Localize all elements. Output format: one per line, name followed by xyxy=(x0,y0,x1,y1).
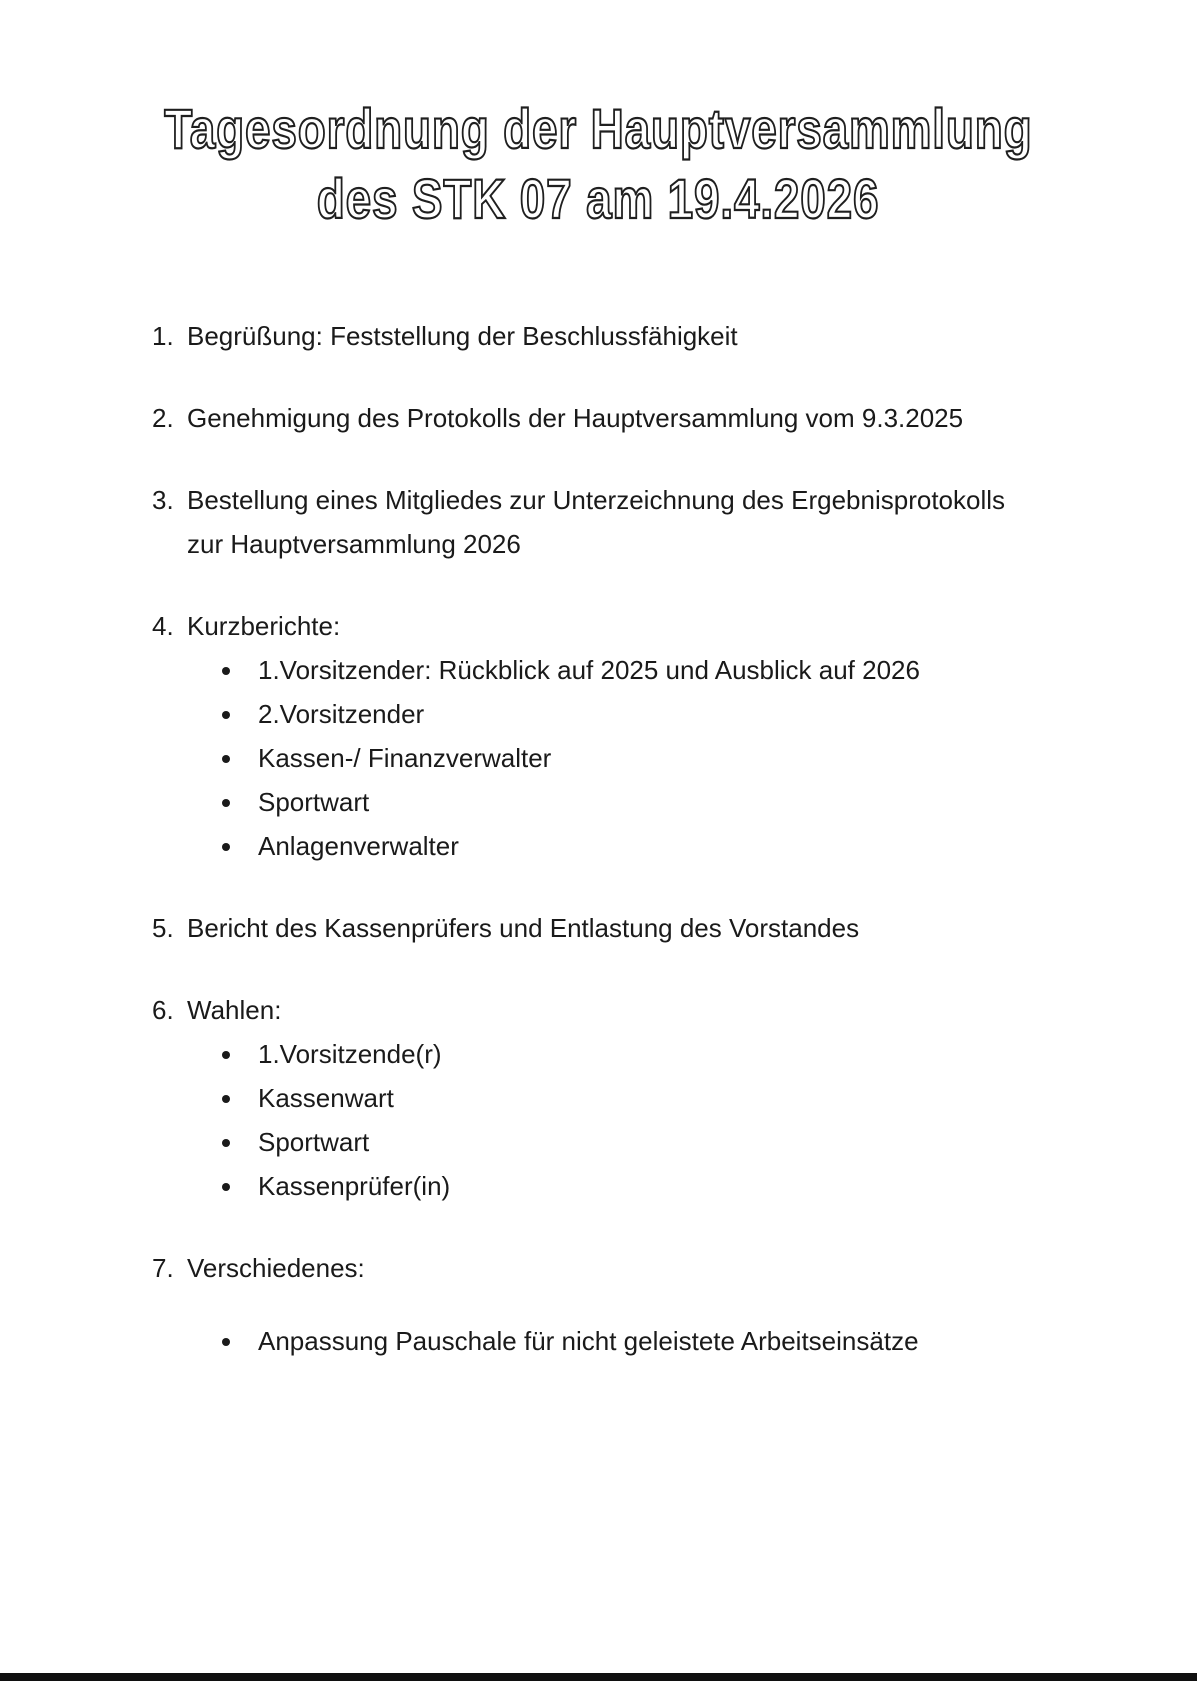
agenda-item xyxy=(152,478,1197,566)
page-bottom-edge xyxy=(0,1673,1197,1681)
item-body xyxy=(187,1246,1197,1363)
bullet-dot-icon xyxy=(222,1095,230,1103)
bullet-item xyxy=(222,648,1197,692)
item-body xyxy=(187,604,1197,868)
agenda-list xyxy=(0,314,1197,1363)
item-number: 1. xyxy=(152,321,174,351)
bullet-text: Anpassung Pauschale für nicht geleistete Arbeitseinsätze xyxy=(258,1326,919,1356)
bullet-item xyxy=(222,1076,1197,1120)
agenda-item xyxy=(152,396,1197,440)
bullet-item xyxy=(222,736,1197,780)
sub-bullet-list xyxy=(187,1319,1197,1363)
bullet-dot-icon xyxy=(222,1051,230,1059)
agenda-item xyxy=(152,988,1197,1208)
bullet-text: Sportwart xyxy=(258,787,370,817)
bullet-text: Kassenwart xyxy=(258,1083,394,1113)
item-text-line: Kurzberichte: xyxy=(187,611,341,641)
bullet-dot-icon xyxy=(222,1139,230,1147)
bullet-dot-icon xyxy=(222,843,230,851)
bullet-text: Sportwart xyxy=(258,1127,370,1157)
item-text-line: zur Hauptversammlung 2026 xyxy=(187,529,521,559)
item-text-line: Verschiedenes: xyxy=(187,1253,365,1283)
bullet-item xyxy=(222,1032,1197,1076)
bullet-dot-icon xyxy=(222,1183,230,1191)
bullet-item xyxy=(222,824,1197,868)
item-number: 5. xyxy=(152,913,174,943)
document-title xyxy=(0,0,1197,234)
bullet-text: 1.Vorsitzender: Rückblick auf 2025 und Ausblick auf 2026 xyxy=(258,655,920,685)
item-body xyxy=(187,988,1197,1208)
item-body xyxy=(187,314,1197,358)
item-text-line: Bericht des Kassenprüfers und Entlastung des Vorstandes xyxy=(187,913,860,943)
agenda-item xyxy=(152,906,1197,950)
bullet-item xyxy=(222,692,1197,736)
item-body xyxy=(187,906,1197,950)
agenda-item xyxy=(152,314,1197,358)
item-body xyxy=(187,396,1197,440)
bullet-text: Kassenprüfer(in) xyxy=(258,1171,451,1201)
bullet-dot-icon xyxy=(222,711,230,719)
bullet-item xyxy=(222,1319,1197,1363)
item-number: 3. xyxy=(152,485,174,515)
bullet-dot-icon xyxy=(222,755,230,763)
item-number: 4. xyxy=(152,611,174,641)
item-number: 6. xyxy=(152,995,174,1025)
bullet-dot-icon xyxy=(222,799,230,807)
bullet-text: 1.Vorsitzende(r) xyxy=(258,1039,442,1069)
bullet-text: Anlagenverwalter xyxy=(258,831,459,861)
bullet-item xyxy=(222,1120,1197,1164)
item-text-line: Begrüßung: Feststellung der Beschlussfähigkeit xyxy=(187,321,738,351)
bullet-item xyxy=(222,780,1197,824)
title-line-1: Tagesordnung der Hauptversammlung xyxy=(164,97,1033,160)
title-line-2: des STK 07 am 19.4.2026 xyxy=(317,167,880,230)
bullet-dot-icon xyxy=(222,1338,230,1346)
bullet-text: 2.Vorsitzender xyxy=(258,699,425,729)
bullet-item xyxy=(222,1164,1197,1208)
bullet-dot-icon xyxy=(222,667,230,675)
item-number: 2. xyxy=(152,403,174,433)
item-text-line: Bestellung eines Mitgliedes zur Unterzeichnung des Ergebnisprotokolls xyxy=(187,485,1006,515)
sub-bullet-list xyxy=(187,648,1197,868)
agenda-item xyxy=(152,1246,1197,1363)
item-text-line: Wahlen: xyxy=(187,995,282,1025)
item-body xyxy=(187,478,1197,566)
bullet-text: Kassen-/ Finanzverwalter xyxy=(258,743,552,773)
sub-bullet-list xyxy=(187,1032,1197,1208)
agenda-item xyxy=(152,604,1197,868)
item-text-line: Genehmigung des Protokolls der Hauptversammlung vom 9.3.2025 xyxy=(187,403,964,433)
item-number: 7. xyxy=(152,1253,174,1283)
